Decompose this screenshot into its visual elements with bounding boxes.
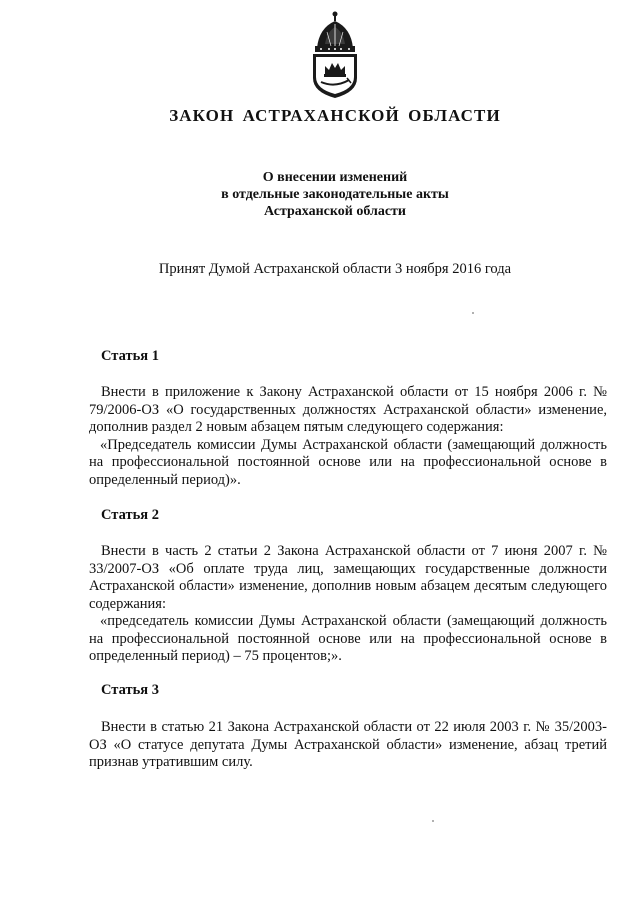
article-2-quote: «председатель комиссии Думы Астраханской области (замещающий должность на профессиональной постоянной основе или на профессиональной основе в определенный период) – 75 процентов;». <box>89 613 607 664</box>
article-1-body <box>89 384 607 489</box>
scan-speck <box>472 312 474 314</box>
law-title: ЗАКОН АСТРАХАНСКОЙ ОБЛАСТИ <box>169 106 501 125</box>
subtitle-line: О внесении изменений <box>262 170 408 185</box>
article-2-paragraph: Внести в часть 2 статьи 2 Закона Астраханской области от 7 июня 2007 г. № 33/2007-ОЗ «Об оплате труда лиц, замещающих государственные должности Астраханской области» изменение, дополнив новым абзацем десятым следующего содержания: <box>89 543 607 612</box>
scan-speck <box>432 820 434 822</box>
subtitle-line: в отдельные законодательные акты <box>221 187 449 202</box>
article-3-paragraph: Внести в статью 21 Закона Астраханской области от 22 июля 2003 г. № 35/2003-ОЗ «О статусе депутата Думы Астраханской области» изменение, абзац третий признав утратившим силу. <box>89 719 607 770</box>
article-1-paragraph: Внести в приложение к Закону Астраханской области от 15 ноября 2006 г. № 79/2006-ОЗ «О государственных должностях Астраханской области» изменение, дополнив раздел 2 новым абзацем пятым следующего содержания: <box>89 384 607 435</box>
adoption-line: Принят Думой Астраханской области 3 ноября 2016 года <box>158 261 512 277</box>
subtitle-line: Астраханской области <box>263 204 407 219</box>
coat-of-arms-icon <box>307 10 363 100</box>
article-3-body <box>89 719 607 772</box>
article-1-heading: Статья 1 <box>101 348 159 364</box>
article-1-quote: «Председатель комиссии Думы Астраханской области (замещающий должность на профессиональной постоянной основе или на профессиональной основе в определенный период)». <box>89 436 607 488</box>
article-3-heading: Статья 3 <box>101 682 159 698</box>
article-2-heading: Статья 2 <box>101 507 159 523</box>
article-2-body <box>89 543 607 666</box>
law-subtitle <box>0 169 640 220</box>
